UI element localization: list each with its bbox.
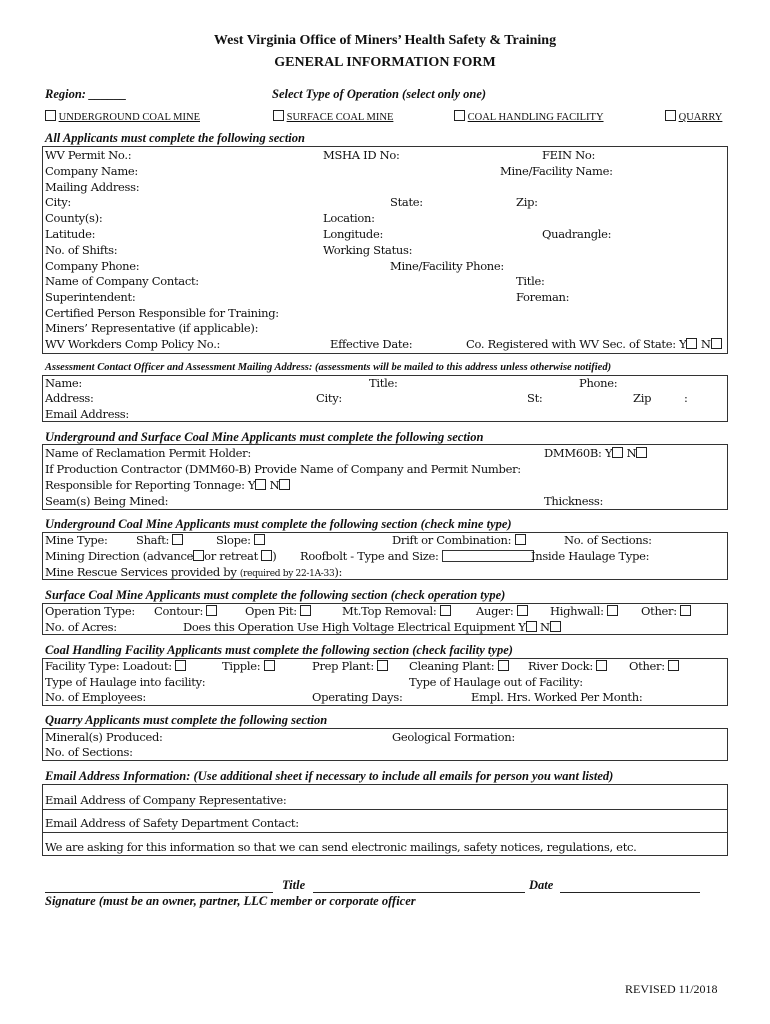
advance-checkbox[interactable] (193, 550, 204, 561)
cleaning-plant-label: Cleaning Plant: (409, 659, 495, 673)
surface-heading: Surface Coal Mine Applicants must complete the following section (check operation type) (45, 588, 506, 602)
contour-option (154, 604, 217, 618)
high-voltage-field (183, 620, 561, 634)
mining-direction-label: Mining Direction (advance (45, 549, 194, 563)
tipple-option (222, 659, 275, 673)
open-pit-checkbox[interactable] (300, 605, 311, 616)
option-surface-label: SURFACE COAL MINE (286, 112, 394, 123)
open-pit-label: Open Pit: (245, 604, 297, 618)
date-label: Date (529, 878, 554, 892)
roofbolt-input[interactable] (442, 550, 534, 562)
highwall-checkbox[interactable] (607, 605, 618, 616)
counties-field[interactable]: County(s): (45, 211, 103, 225)
empl-hours-field[interactable]: Empl. Hrs. Worked Per Month: (471, 690, 643, 704)
mine-phone-field[interactable]: Mine/Facility Phone: (390, 259, 504, 273)
highwall-label: Highwall: (550, 604, 604, 618)
coal-handling-heading: Coal Handling Facility Applicants must complete the following section (check facility type) (45, 643, 513, 657)
tonnage-no-checkbox[interactable] (279, 479, 290, 490)
highwall-option (550, 604, 618, 618)
loadout-checkbox[interactable] (175, 660, 186, 671)
tonnage-field (45, 478, 290, 492)
shaft-checkbox[interactable] (172, 534, 183, 545)
shifts-field[interactable]: No. of Shifts: (45, 243, 118, 257)
effective-date-field[interactable]: Effective Date: (330, 337, 413, 351)
workers-comp-field[interactable]: WV Workders Comp Policy No.: (45, 337, 221, 351)
form-subtitle: GENERAL INFORMATION FORM (274, 55, 496, 70)
checkbox-surface[interactable] (273, 110, 284, 121)
mining-direction-close: ) (272, 549, 277, 563)
cleaning-plant-option (409, 659, 509, 673)
ug-surface-heading: Underground and Surface Coal Mine Applicants must complete the following section (45, 430, 484, 444)
handling-other-checkbox[interactable] (668, 660, 679, 671)
tonnage-yes-checkbox[interactable] (255, 479, 266, 490)
all-applicants-heading: All Applicants must complete the following section (45, 131, 305, 145)
ug-sections-field[interactable]: No. of Sections: (564, 533, 652, 547)
revised-date: REVISED 11/2018 (625, 982, 718, 996)
slope-label: Slope: (216, 533, 251, 547)
form-title: West Virginia Office of Miners’ Health Safety & Training (213, 33, 557, 48)
title-label: Title (282, 878, 306, 892)
wv-permit-field[interactable]: WV Permit No.: (45, 148, 132, 162)
checkbox-underground[interactable] (45, 110, 56, 121)
handling-other-option (629, 659, 679, 673)
tonnage-no-label: N (269, 478, 280, 492)
assessment-name-field[interactable]: Name: (45, 376, 83, 390)
mining-direction-field (45, 549, 276, 563)
river-dock-label: River Dock: (528, 659, 593, 673)
drift-label: Drift or Combination: (392, 533, 512, 547)
mtop-option (342, 604, 451, 618)
assessment-city-field[interactable]: City: (316, 391, 342, 405)
registered-label: Co. Registered with WV Sec. of State: Y (466, 337, 687, 351)
prep-plant-label: Prep Plant: (312, 659, 374, 673)
shaft-label: Shaft: (136, 533, 170, 547)
or-retreat-label: or retreat (204, 549, 258, 563)
email-heading: Email Address Information: (Use additional sheet if necessary to include all emails for person you want listed) (45, 769, 614, 783)
open-pit-option (245, 604, 311, 618)
foreman-field[interactable]: Foreman: (516, 290, 570, 304)
option-underground-label: UNDERGROUND COAL MINE (58, 112, 200, 123)
slope-option (216, 533, 265, 547)
acres-field[interactable]: No. of Acres: (45, 620, 117, 634)
option-quarry-label: QUARRY (678, 112, 723, 123)
signature-caption: Signature (must be an owner, partner, LLC member or corporate officer (45, 894, 416, 908)
surface-operation-type-label: Operation Type: (45, 604, 135, 618)
tonnage-label: Responsible for Reporting Tonnage: Y (45, 478, 256, 492)
haulage-out-field[interactable]: Type of Haulage out of Facility: (409, 675, 583, 689)
contour-label: Contour: (154, 604, 204, 618)
checkbox-coal-handling[interactable] (454, 110, 465, 121)
slope-checkbox[interactable] (254, 534, 265, 545)
drift-option (392, 533, 526, 547)
shaft-option (136, 533, 183, 547)
mailing-address-field[interactable]: Mailing Address: (45, 180, 140, 194)
option-coal-handling-label: COAL HANDLING FACILITY (467, 112, 604, 123)
option-surface[interactable] (273, 110, 393, 123)
tipple-checkbox[interactable] (264, 660, 275, 671)
company-phone-field[interactable]: Company Phone: (45, 259, 140, 273)
contour-checkbox[interactable] (206, 605, 217, 616)
underground-heading: Underground Coal Mine Applicants must complete the following section (check mine type) (45, 517, 512, 531)
contact-title-field[interactable]: Title: (516, 274, 545, 288)
registered-yes-checkbox[interactable] (686, 338, 697, 349)
assessment-zip-colon: : (684, 391, 688, 405)
tipple-label: Tipple: (222, 659, 261, 673)
registered-no-checkbox[interactable] (711, 338, 722, 349)
employees-field[interactable]: No. of Employees: (45, 690, 146, 704)
handling-other-label: Other: (629, 659, 665, 673)
date-line[interactable] (560, 892, 700, 893)
quarry-sections-field[interactable]: No. of Sections: (45, 745, 133, 759)
mine-rescue-close: ): (334, 565, 343, 579)
certified-person-field[interactable]: Certified Person Responsible for Training: (45, 306, 279, 320)
company-contact-field[interactable]: Name of Company Contact: (45, 274, 199, 288)
miners-rep-field[interactable]: Miners’ Representative (if applicable): (45, 321, 259, 335)
email-divider-2 (42, 832, 728, 833)
mine-rescue-field[interactable] (45, 565, 342, 579)
msha-id-field[interactable]: MSHA ID No: (323, 148, 400, 162)
mtop-checkbox[interactable] (440, 605, 451, 616)
quadrangle-field[interactable]: Quadrangle: (542, 227, 612, 241)
assessment-email-field[interactable]: Email Address: (45, 407, 129, 421)
geological-field[interactable]: Geological Formation: (392, 730, 515, 744)
roofbolt-label: Roofbolt - Type and Size: (300, 549, 439, 563)
auger-option (476, 604, 528, 618)
safety-dept-email-field[interactable]: Email Address of Safety Department Contact: (45, 816, 299, 830)
auger-label: Auger: (476, 604, 514, 618)
auger-checkbox[interactable] (517, 605, 528, 616)
checkbox-quarry[interactable] (665, 110, 676, 121)
longitude-field[interactable]: Longitude: (323, 227, 384, 241)
loadout-option (45, 659, 186, 673)
assessment-zip-field[interactable]: Zip (633, 391, 652, 405)
operation-type-label: Select Type of Operation (select only one) (272, 87, 487, 101)
dmm60b-yes-checkbox[interactable] (612, 447, 623, 458)
thickness-field[interactable]: Thickness: (544, 494, 604, 508)
registered-sec-state (466, 337, 722, 351)
minerals-field[interactable]: Mineral(s) Produced: (45, 730, 163, 744)
mine-type-label: Mine Type: (45, 533, 108, 547)
option-quarry[interactable] (665, 110, 722, 123)
river-dock-checkbox[interactable] (596, 660, 607, 671)
river-dock-option (528, 659, 607, 673)
email-note: We are asking for this information so that we can send electronic mailings, safety notices, regulations, etc. (45, 840, 637, 854)
latitude-field[interactable]: Latitude: (45, 227, 96, 241)
registered-no-label: N (700, 337, 711, 351)
signature-line[interactable] (45, 892, 273, 893)
superintendent-field[interactable]: Superintendent: (45, 290, 136, 304)
working-status-field[interactable]: Working Status: (323, 243, 413, 257)
city-field[interactable]: City: (45, 195, 71, 209)
region-label: Region: ______ (45, 87, 127, 101)
dmm60b-label: DMM60B: Y (544, 446, 613, 460)
prep-plant-option (312, 659, 388, 673)
haulage-into-field[interactable]: Type of Haulage into facility: (45, 675, 206, 689)
quarry-heading: Quarry Applicants must complete the following section (45, 713, 328, 727)
operating-days-field[interactable]: Operating Days: (312, 690, 403, 704)
cleaning-plant-checkbox[interactable] (498, 660, 509, 671)
required-by-note: (required by 22-1A-33 (239, 569, 335, 579)
retreat-checkbox[interactable] (261, 550, 272, 561)
fein-field[interactable]: FEIN No: (542, 148, 596, 162)
assessment-address-field[interactable]: Address: (45, 391, 94, 405)
title-line[interactable] (313, 892, 525, 893)
assessment-phone-field[interactable]: Phone: (579, 376, 618, 390)
zip-field[interactable]: Zip: (516, 195, 538, 209)
assessment-title-field[interactable]: Title: (369, 376, 398, 390)
surface-other-option (641, 604, 691, 618)
loadout-label: Facility Type: Loadout: (45, 659, 172, 673)
option-coal-handling[interactable] (454, 110, 604, 123)
production-contractor-field[interactable]: If Production Contractor (DMM60-B) Provide Name of Company and Permit Number: (45, 462, 521, 476)
assessment-st-field[interactable]: St: (527, 391, 543, 405)
high-voltage-no-checkbox[interactable] (550, 621, 561, 632)
mine-rescue-label: Mine Rescue Services provided by (45, 565, 237, 579)
high-voltage-no-label: N (539, 620, 550, 634)
roofbolt-field (300, 549, 534, 563)
high-voltage-yes-checkbox[interactable] (526, 621, 537, 632)
dmm60b-field (544, 446, 647, 460)
prep-plant-checkbox[interactable] (377, 660, 388, 671)
dmm60b-no-label: N (626, 446, 637, 460)
company-name-field[interactable]: Company Name: (45, 164, 139, 178)
reclamation-holder-field[interactable]: Name of Reclamation Permit Holder: (45, 446, 251, 460)
seams-field[interactable]: Seam(s) Being Mined: (45, 494, 169, 508)
company-rep-email-field[interactable]: Email Address of Company Representative: (45, 793, 287, 807)
location-field[interactable]: Location: (323, 211, 375, 225)
drift-checkbox[interactable] (515, 534, 526, 545)
mine-facility-name-field[interactable]: Mine/Facility Name: (500, 164, 613, 178)
inside-haulage-field[interactable]: Inside Haulage Type: (531, 549, 650, 563)
surface-other-checkbox[interactable] (680, 605, 691, 616)
state-field[interactable]: State: (390, 195, 423, 209)
option-underground[interactable] (45, 110, 200, 123)
mtop-label: Mt.Top Removal: (342, 604, 437, 618)
surface-other-label: Other: (641, 604, 677, 618)
high-voltage-label: Does this Operation Use High Voltage Electrical Equipment Y (183, 620, 526, 634)
assessment-heading: Assessment Contact Officer and Assessment Mailing Address: (assessments will be mailed to this address unless otherwise notified) (45, 362, 612, 373)
dmm60b-no-checkbox[interactable] (636, 447, 647, 458)
email-divider-1 (42, 809, 728, 810)
